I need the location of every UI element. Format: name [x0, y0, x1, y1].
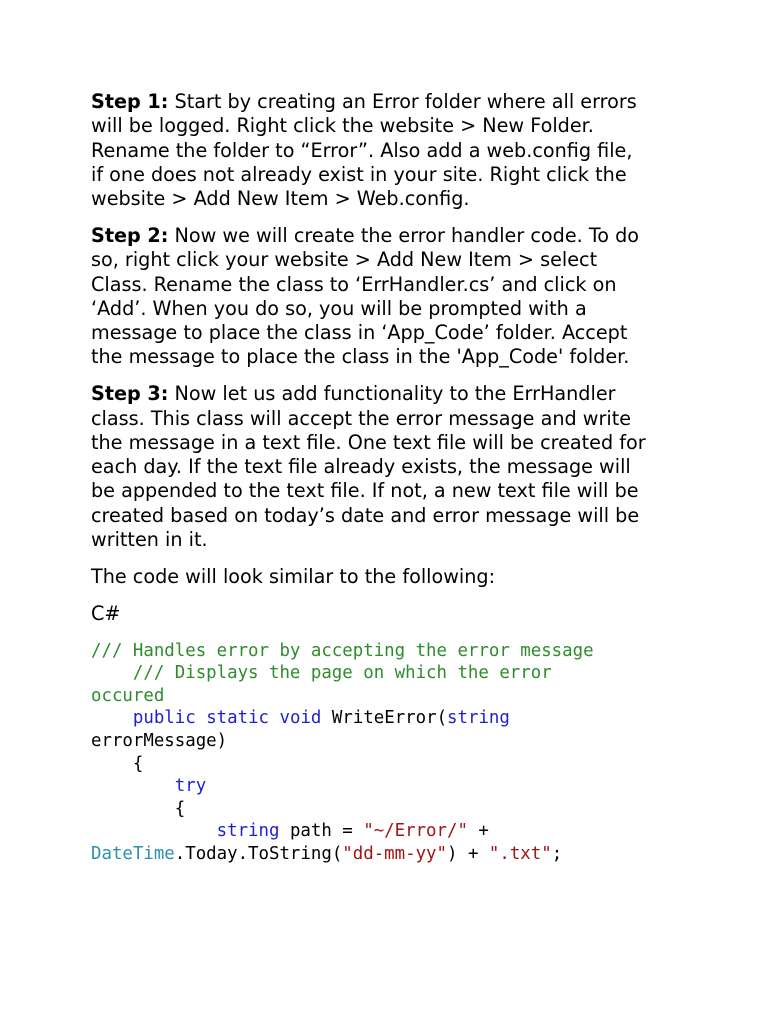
step-2-text-line-6: the message to place the class in the 'App_Code' folder. [91, 345, 630, 369]
step-1-text-line-4: if one does not already exist in your site. Right click the [91, 162, 627, 186]
step-1-paragraph [91, 90, 688, 211]
code-string-literal: "~/Error/" [363, 821, 468, 842]
code-indent [91, 708, 133, 728]
code-line-4 [91, 707, 688, 730]
step-2-text-line-3: Class. Rename the class to ‘ErrHandler.cs’ and click on [91, 272, 617, 296]
code-method-name: WriteError( [321, 708, 448, 729]
code-block [91, 640, 688, 866]
step-3-text-line-4: each day. If the text file already exists, the message will [91, 455, 631, 479]
code-line-2 [91, 662, 688, 685]
code-keyword-string: string [447, 708, 510, 729]
step-3-text-line-3: the message in a text file. One text file will be created for [91, 430, 646, 454]
code-indent [91, 821, 217, 841]
code-string-literal: "dd-mm-yy" [342, 843, 447, 864]
step-1-text-line-5: website > Add New Item > Web.config. [91, 187, 470, 211]
step-1-text-line-3: Rename the folder to “Error”. Also add a web.config file, [91, 138, 633, 162]
step-1-text-line-2: will be logged. Right click the website > New Folder. [91, 114, 594, 138]
step-3-text-line-5: be appended to the text file. If not, a new text file will be [91, 479, 639, 503]
language-label: C# [91, 601, 121, 625]
code-line-9 [91, 820, 688, 843]
code-variable: path = [279, 821, 364, 842]
code-keyword-string: string [216, 821, 280, 842]
step-2-text-line-5: message to place the class in ‘App_Code’ folder. Accept [91, 321, 628, 345]
code-keyword-void: void [279, 708, 322, 729]
code-brace-open: { [91, 798, 186, 819]
step-3-text-line-2: class. This class will accept the error message and write [91, 406, 632, 430]
code-line-7 [91, 775, 688, 798]
step-2-text-line-4: ‘Add’. When you do so, you will be prompted with a [91, 296, 587, 320]
code-type-datetime: DateTime [91, 843, 175, 864]
code-space [196, 708, 206, 728]
code-parameter: errorMessage) [91, 731, 228, 752]
code-keyword-static: static [206, 708, 270, 729]
code-comment: occured [91, 685, 165, 706]
code-keyword-public: public [132, 708, 196, 729]
code-operator: + [467, 821, 489, 842]
code-intro-text: The code will look similar to the following: [91, 564, 496, 588]
step-3-text-line-1: Now let us add functionality to the ErrHandler [168, 382, 616, 406]
code-line-6 [91, 753, 688, 776]
code-comment: /// Handles error by accepting the error message [91, 640, 594, 661]
code-indent [91, 776, 175, 796]
code-method-call: .Today.ToString( [174, 843, 343, 864]
code-semicolon: ; [551, 843, 563, 864]
step-3-paragraph [91, 382, 688, 552]
step-3-text-line-6: created based on today’s date and error message will be [91, 503, 640, 527]
code-line-10 [91, 843, 688, 866]
code-operator: ) + [447, 843, 489, 864]
step-2-text-line-2: so, right click your website > Add New Item > select [91, 248, 598, 272]
code-line-1 [91, 640, 688, 663]
step-2-text-line-1: Now we will create the error handler code. To do [168, 223, 640, 247]
step-3-text-line-7: written in it. [91, 528, 208, 552]
step-1-label: Step 1: [91, 90, 169, 113]
code-line-3 [91, 685, 688, 708]
code-space [269, 708, 279, 728]
code-keyword-try: try [174, 776, 207, 797]
code-brace-open: { [91, 753, 144, 774]
step-2-label: Step 2: [91, 223, 169, 247]
code-line-8 [91, 798, 688, 821]
step-3-label: Step 3: [91, 382, 169, 406]
step-1-text-line-1: Start by creating an Error folder where all errors [168, 90, 637, 113]
step-2-paragraph [91, 224, 688, 370]
code-line-5 [91, 730, 688, 753]
code-string-literal: ".txt" [488, 843, 552, 864]
code-comment: /// Displays the page on which the error [91, 663, 552, 684]
